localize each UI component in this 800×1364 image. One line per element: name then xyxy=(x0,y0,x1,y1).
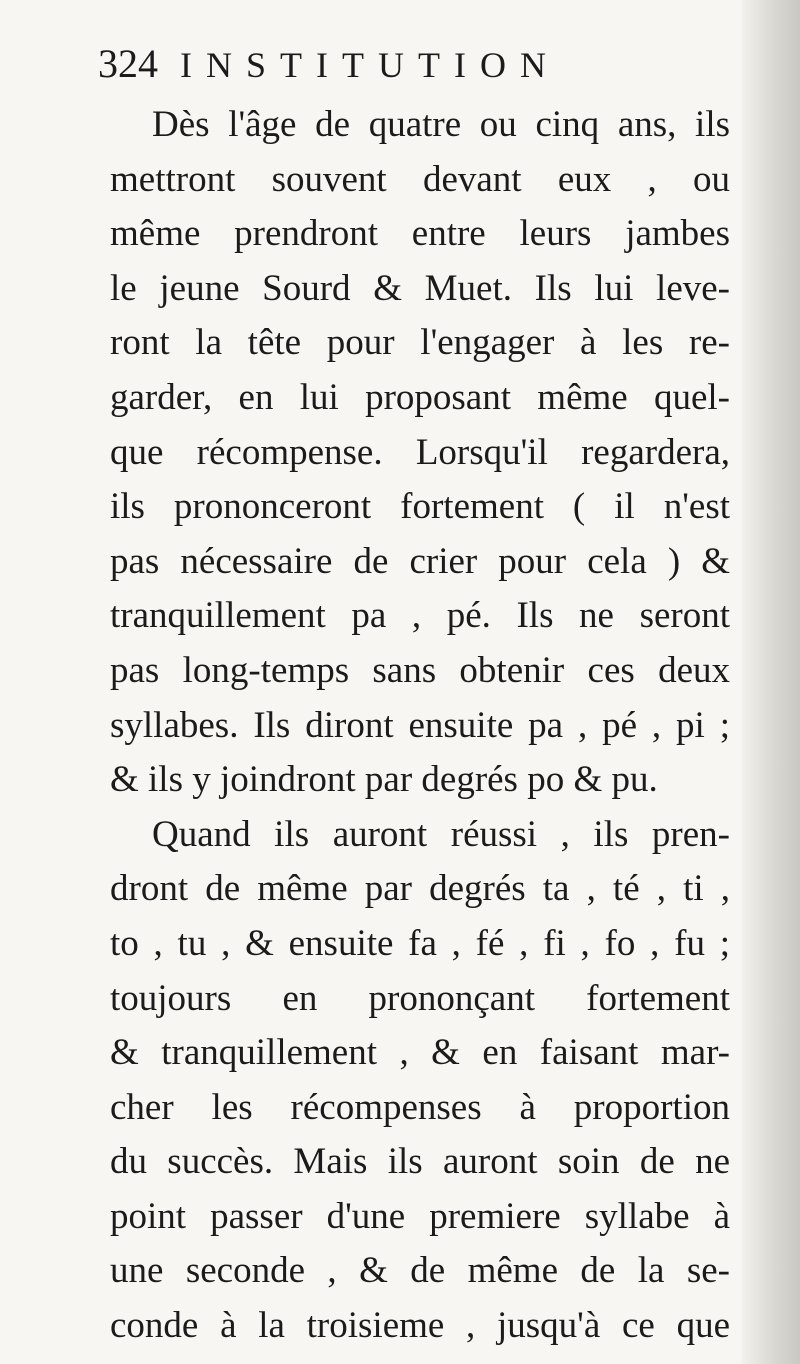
text-line: pas long-temps sans obtenir ces deux xyxy=(110,649,730,691)
text-line: que récompense. Lorsqu'il regardera, xyxy=(110,431,730,473)
text-line: garder, en lui proposant même quel- xyxy=(110,376,730,418)
body-text xyxy=(110,98,730,1354)
text-line: tranquillement pa , pé. Ils ne seront xyxy=(110,595,730,637)
text-line: une seconde , & de même de la se- xyxy=(110,1250,730,1292)
text-line: point passer d'une premiere syllabe à xyxy=(110,1195,730,1237)
text-line: & tranquillement , & en faisant mar- xyxy=(110,1032,730,1074)
text-line: ils prononceront fortement ( il n'est xyxy=(110,486,730,528)
text-line: to , tu , & ensuite fa , fé , fi , fo , fu ; xyxy=(110,922,730,964)
text-line: cher les récompenses à proportion xyxy=(110,1086,730,1128)
text-line: même prendront entre leurs jambes xyxy=(110,213,730,255)
text-line: ront la tête pour l'engager à les re- xyxy=(110,322,730,364)
text-line: toujours en prononçant fortement xyxy=(110,977,730,1019)
text-line: le jeune Sourd & Muet. Ils lui leve- xyxy=(110,267,730,309)
page-header xyxy=(98,40,658,104)
running-head: INSTITUTION xyxy=(180,45,560,85)
text-line: Quand ils auront réussi , ils pren- xyxy=(152,813,730,855)
text-line: & ils y joindront par degrés po & pu. xyxy=(110,759,658,801)
text-line: mettront souvent devant eux , ou xyxy=(110,158,730,200)
text-line: du succès. Mais ils auront soin de ne xyxy=(110,1141,730,1183)
text-line: Dès l'âge de quatre ou cinq ans, ils xyxy=(152,104,730,145)
text-line: syllabes. Ils diront ensuite pa , pé , pi ; xyxy=(110,704,730,746)
text-line: conde à la troisieme , jusqu'à ce que xyxy=(110,1305,730,1347)
text-line: dront de même par degrés ta , té , ti , xyxy=(110,868,730,910)
text-line: pas nécessaire de crier pour cela ) & xyxy=(110,540,730,582)
page-number: 324 xyxy=(98,41,158,86)
page-gutter-shadow xyxy=(742,0,800,1364)
